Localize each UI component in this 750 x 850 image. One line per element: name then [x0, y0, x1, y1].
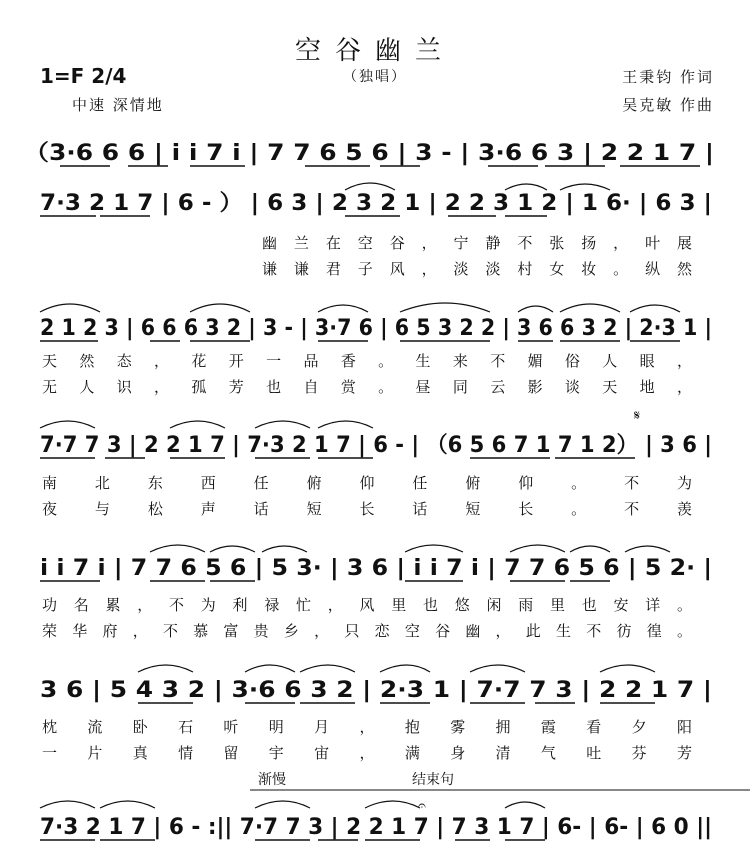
system-5-notes: i i 7 i | 7 7 6 5 6 | 5 3· | 3 6 | i i 7 i | 7 7 6 5 6 | 5 2· |: [40, 556, 712, 581]
system-6-lyrics-verse-1: 枕流卧石听明月，抱雾拥霞看夕阳: [42, 718, 692, 736]
system-5-lyrics-verse-2: 荣华府，不慕富贵乡，只恋空谷幽，此生不彷徨。: [42, 622, 693, 640]
system-4-lyrics-verse-1: 南北东西任俯仰任俯仰。不为: [42, 474, 692, 492]
system-6-slurs: [138, 665, 655, 672]
segno-sign: 𝄋: [634, 408, 641, 424]
system-4-lyrics-verse-2: 夜与松声话短长话短长。不羡: [42, 500, 692, 518]
system-6-lyrics-verse-2: 一片真情留宇宙，满身清气吐芬芳: [42, 744, 692, 762]
song-title: 空谷幽兰: [294, 36, 455, 66]
system-3-lyrics-verse-1: 天然态，花开一品香。生来不媚俗人眼，: [42, 352, 692, 370]
system-5-slurs: [150, 545, 670, 552]
system-4-notes: 7·7 7 3 | 2 2 1 7 | 7·3 2 1 7 | 6 - | （6 5 6 7 1 7 1 2） | 3 6 |: [40, 433, 712, 458]
system-2-notes: 7·3 2 1 7 | 6 - ） | 6 3 | 2 3 2 1 | 2 2 3 1 2 | 1 6· | 6 3 |: [40, 191, 712, 216]
key-signature: 1=F 2/4: [40, 64, 127, 88]
ending-phrase-marking: 结束句: [412, 772, 454, 788]
system-7-slurs: [40, 801, 545, 808]
system-4-slurs: [40, 421, 373, 428]
tempo-marking: 中速 深情地: [72, 96, 164, 114]
system-3-lyrics-verse-2: 无人识，孤芳也自赏。昼同云影谈天地，: [42, 378, 692, 396]
system-2-lyrics-verse-2: 谦谦君子风，淡淡村女妆。纵然: [262, 260, 692, 278]
song-subtitle: （独唱）: [343, 69, 407, 85]
system-5-lyrics-verse-1: 功名累，不为利禄忙，风里也悠闲雨里也安详。: [42, 596, 692, 614]
system-6-notes: 3 6 | 5 4 3 2 | 3·6 6 3 2 | 2·3 1 | 7·7 7 3 | 2 2 1 7 |: [40, 678, 712, 703]
system-2-slurs: [345, 183, 610, 190]
system-3-notes: 2 1 2 3 | 6 6 6 3 2 | 3 - | 3·7 6 | 6 5 3 2 2 | 3 6 6 3 2 | 2·3 1 |: [40, 316, 712, 341]
ritardando-marking: 渐慢: [258, 772, 286, 788]
system-7-notes: 7·3 2 1 7 | 6 - :|| 7·7 7 3 | 2 2 1 7 | 7 3 1 7 | 6- | 6- | 6 0 ||: [40, 815, 712, 840]
lyricist-credit: 王秉钧 作词: [622, 68, 714, 86]
fermata-mark: 𝄐: [418, 798, 426, 814]
composer-credit: 吴克敏 作曲: [622, 96, 714, 114]
system-3-slurs: [40, 303, 680, 312]
system-1-notes: （3·6 6 6 | i i 7 i | 7 7 6 5 6 | 3 - | 3·6 6 3 | 2 2 1 7 |: [24, 141, 714, 166]
system-2-lyrics-verse-1: 幽兰在空谷，宁静不张扬，叶展: [262, 234, 692, 252]
